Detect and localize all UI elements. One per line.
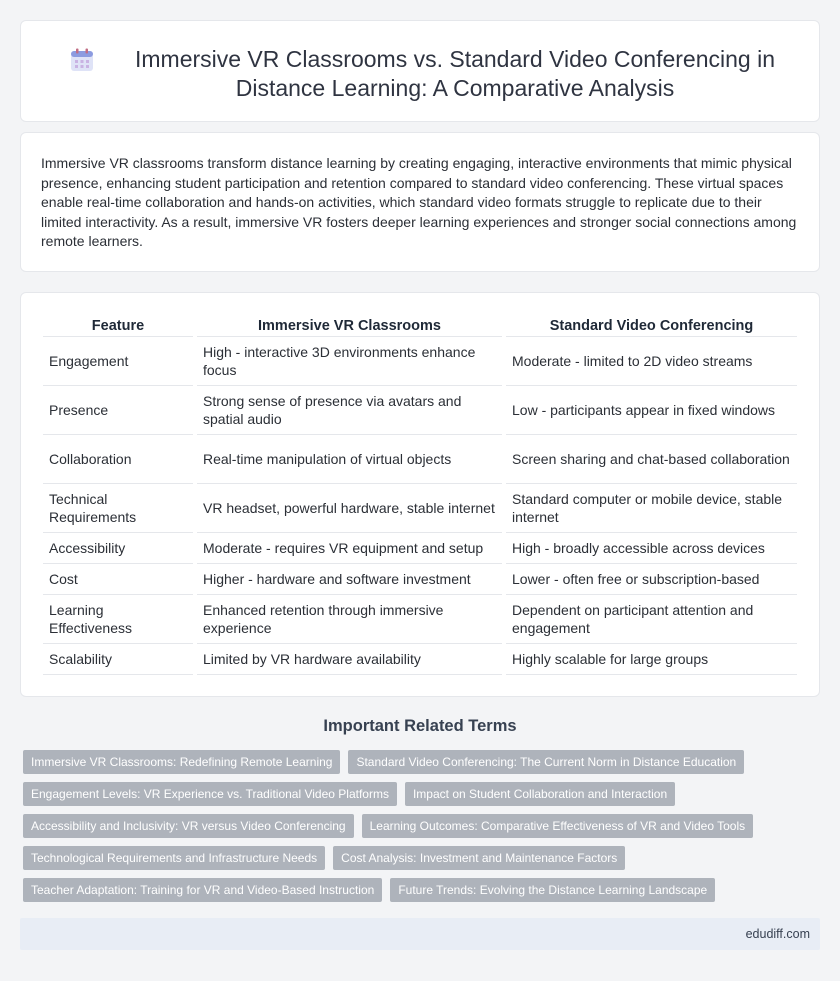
table-cell-video: High - broadly accessible across devices xyxy=(506,533,797,564)
table-row xyxy=(43,533,797,564)
table-cell-video: Dependent on participant attention and engagement xyxy=(506,595,797,644)
table-cell-vr: VR headset, powerful hardware, stable internet xyxy=(197,484,502,533)
table-cell-vr: Higher - hardware and software investment xyxy=(197,564,502,595)
related-term-tag[interactable]: Impact on Student Collaboration and Interaction xyxy=(405,782,675,806)
table-cell-vr: Strong sense of presence via avatars and spatial audio xyxy=(197,386,502,435)
table-cell-feature: Learning Effectiveness xyxy=(43,595,193,644)
table-row xyxy=(43,435,797,484)
related-term-tag[interactable]: Future Trends: Evolving the Distance Learning Landscape xyxy=(390,878,715,902)
summary-card xyxy=(20,132,820,272)
table-cell-feature: Cost xyxy=(43,564,193,595)
table-cell-feature: Accessibility xyxy=(43,533,193,564)
related-term-tag[interactable]: Cost Analysis: Investment and Maintenance Factors xyxy=(333,846,625,870)
related-term-tag[interactable]: Teacher Adaptation: Training for VR and Video-Based Instruction xyxy=(23,878,382,902)
comparison-table-card xyxy=(20,292,820,697)
column-header-video: Standard Video Conferencing xyxy=(506,315,797,337)
footer-site-link[interactable]: edudiff.com xyxy=(745,927,810,941)
table-cell-feature: Engagement xyxy=(43,337,193,386)
table-row xyxy=(43,337,797,386)
related-term-tag[interactable]: Learning Outcomes: Comparative Effectiveness of VR and Video Tools xyxy=(362,814,754,838)
related-terms-heading: Important Related Terms xyxy=(323,717,517,735)
table-header-row xyxy=(43,315,797,337)
table-cell-video: Highly scalable for large groups xyxy=(506,644,797,675)
column-header-vr: Immersive VR Classrooms xyxy=(197,315,502,337)
table-cell-video: Lower - often free or subscription-based xyxy=(506,564,797,595)
table-cell-feature: Presence xyxy=(43,386,193,435)
related-term-tag[interactable]: Standard Video Conferencing: The Current Norm in Distance Education xyxy=(348,750,744,774)
table-row xyxy=(43,484,797,533)
table-cell-feature: Collaboration xyxy=(43,435,193,484)
table-cell-vr: High - interactive 3D environments enhance focus xyxy=(197,337,502,386)
table-row xyxy=(43,595,797,644)
table-cell-feature: Scalability xyxy=(43,644,193,675)
related-terms-list xyxy=(23,750,803,902)
related-term-tag[interactable]: Engagement Levels: VR Experience vs. Traditional Video Platforms xyxy=(23,782,397,806)
table-cell-vr: Real-time manipulation of virtual objects xyxy=(197,435,502,484)
table-cell-vr: Limited by VR hardware availability xyxy=(197,644,502,675)
table-row xyxy=(43,386,797,435)
related-term-tag[interactable]: Technological Requirements and Infrastructure Needs xyxy=(23,846,325,870)
footer-bar xyxy=(20,918,820,950)
comparison-table xyxy=(39,315,801,675)
table-cell-video: Low - participants appear in fixed windows xyxy=(506,386,797,435)
table-cell-feature: Technical Requirements xyxy=(43,484,193,533)
table-cell-video: Moderate - limited to 2D video streams xyxy=(506,337,797,386)
table-row xyxy=(43,564,797,595)
table-row xyxy=(43,644,797,675)
related-term-tag[interactable]: Immersive VR Classrooms: Redefining Remote Learning xyxy=(23,750,340,774)
title-card xyxy=(20,20,820,122)
summary-paragraph: Immersive VR classrooms transform distance learning by creating engaging, interactive environments that mimic physical presence, enhancing student participation and retention compared to standard video conferencing. These virtual spaces enable real-time collaboration and hands-on activities, which standard video formats struggle to replicate due to their limited interactivity. As a result, immersive VR fosters deeper learning experiences and stronger social connections among remote learners. xyxy=(41,155,797,250)
page-title: Immersive VR Classrooms vs. Standard Video Conferencing in Distance Learning: A Comparative Analysis xyxy=(134,46,775,101)
table-cell-video: Standard computer or mobile device, stable internet xyxy=(506,484,797,533)
table-cell-vr: Enhanced retention through immersive experience xyxy=(197,595,502,644)
table-cell-vr: Moderate - requires VR equipment and setup xyxy=(197,533,502,564)
related-term-tag[interactable]: Accessibility and Inclusivity: VR versus Video Conferencing xyxy=(23,814,354,838)
column-header-feature: Feature xyxy=(43,315,193,337)
table-cell-video: Screen sharing and chat-based collaboration xyxy=(506,435,797,484)
